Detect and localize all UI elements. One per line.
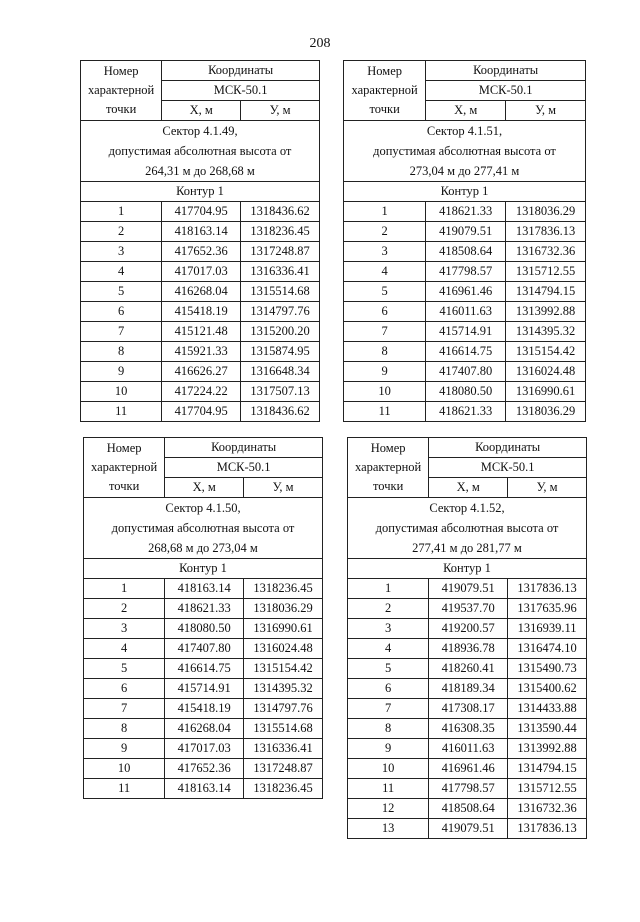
coordinate-y: 1317836.13	[508, 579, 587, 599]
point-number: 5	[348, 659, 429, 679]
table-row	[344, 242, 586, 262]
point-number: 8	[344, 342, 426, 362]
coordinate-y: 1318036.29	[506, 202, 586, 222]
page-number: 208	[309, 36, 331, 51]
coordinate-y: 1318236.45	[244, 579, 323, 599]
coordinate-x: 418080.50	[165, 619, 244, 639]
coordinate-y: 1316024.48	[244, 639, 323, 659]
sector-description	[84, 498, 323, 559]
point-number: 2	[344, 222, 426, 242]
coordinate-x: 419079.51	[429, 819, 508, 839]
coordinate-y: 1316990.61	[506, 382, 586, 402]
coordinate-y: 1317836.13	[506, 222, 586, 242]
coordinate-x: 416961.46	[429, 759, 508, 779]
point-number: 5	[84, 659, 165, 679]
coordinate-x: 417017.03	[162, 262, 241, 282]
sector-height-range: 273,04 м до 277,41 м	[409, 164, 520, 178]
header-number-line3: точки	[108, 479, 140, 493]
coordinate-x: 416268.04	[162, 282, 241, 302]
coordinate-y: 1315154.42	[244, 659, 323, 679]
contour-label: Контур 1	[344, 182, 586, 202]
coordinate-table	[83, 437, 323, 799]
coordinate-table	[347, 437, 587, 839]
coordinate-x: 416626.27	[162, 362, 241, 382]
table-row	[348, 679, 587, 699]
table-row	[81, 322, 320, 342]
point-number: 4	[81, 262, 162, 282]
coordinate-y: 1315154.42	[506, 342, 586, 362]
column-header-coordinates: Координаты	[426, 61, 586, 81]
coordinate-x: 418621.33	[426, 402, 506, 422]
coordinate-x: 418163.14	[165, 579, 244, 599]
coordinate-y: 1313992.88	[508, 739, 587, 759]
column-header-number	[84, 438, 165, 498]
header-number-line1: Номер	[370, 441, 406, 455]
point-number: 2	[81, 222, 162, 242]
point-number: 4	[348, 639, 429, 659]
coordinate-x: 416268.04	[165, 719, 244, 739]
coordinate-x: 418163.14	[165, 779, 244, 799]
table-row	[81, 402, 320, 422]
coordinate-y: 1316732.36	[508, 799, 587, 819]
coordinate-x: 418936.78	[429, 639, 508, 659]
coordinate-x: 419079.51	[429, 579, 508, 599]
coordinate-y: 1316336.41	[241, 262, 320, 282]
point-number: 6	[81, 302, 162, 322]
coordinate-x: 415418.19	[165, 699, 244, 719]
point-number: 1	[344, 202, 426, 222]
header-number-line2: характерной	[91, 460, 158, 474]
coordinate-y: 1317507.13	[241, 382, 320, 402]
column-header-coordinates: Координаты	[162, 61, 320, 81]
table-row	[81, 242, 320, 262]
table-row	[84, 739, 323, 759]
table-row	[81, 382, 320, 402]
coordinate-y: 1316336.41	[244, 739, 323, 759]
column-header-number	[348, 438, 429, 498]
point-number: 4	[344, 262, 426, 282]
coordinate-y: 1318036.29	[244, 599, 323, 619]
point-number: 8	[81, 342, 162, 362]
coordinate-y: 1315490.73	[508, 659, 587, 679]
point-number: 9	[344, 362, 426, 382]
coordinate-x: 416614.75	[165, 659, 244, 679]
point-number: 11	[81, 402, 162, 422]
point-number: 6	[348, 679, 429, 699]
point-number: 3	[84, 619, 165, 639]
point-number: 10	[84, 759, 165, 779]
header-number-line3: точки	[369, 102, 400, 116]
coordinate-x: 418163.14	[162, 222, 241, 242]
coordinate-y: 1315514.68	[244, 719, 323, 739]
table-row	[348, 779, 587, 799]
point-number: 8	[84, 719, 165, 739]
column-header-system: МСК-50.1	[426, 81, 586, 101]
column-header-system: МСК-50.1	[165, 458, 323, 478]
coordinate-y: 1314433.88	[508, 699, 587, 719]
table-row	[84, 619, 323, 639]
point-number: 2	[84, 599, 165, 619]
point-number: 7	[81, 322, 162, 342]
coordinate-x: 418508.64	[426, 242, 506, 262]
point-number: 9	[81, 362, 162, 382]
coordinate-y: 1314794.15	[508, 759, 587, 779]
coordinate-y: 1314794.15	[506, 282, 586, 302]
point-number: 1	[81, 202, 162, 222]
sector-height-range: 268,68 м до 273,04 м	[148, 541, 258, 555]
coordinate-y: 1314395.32	[244, 679, 323, 699]
coordinate-y: 1313590.44	[508, 719, 587, 739]
coordinate-x: 416308.35	[429, 719, 508, 739]
coordinate-x: 417798.57	[429, 779, 508, 799]
sector-description	[344, 121, 586, 182]
point-number: 11	[348, 779, 429, 799]
point-number: 3	[81, 242, 162, 262]
coordinate-y: 1316990.61	[244, 619, 323, 639]
header-number-line1: Номер	[106, 441, 142, 455]
table-row	[84, 579, 323, 599]
header-number-line3: точки	[372, 479, 404, 493]
column-header-y: У, м	[508, 478, 587, 498]
point-number: 8	[348, 719, 429, 739]
point-number: 11	[344, 402, 426, 422]
coordinate-x: 417652.36	[162, 242, 241, 262]
column-header-system: МСК-50.1	[429, 458, 587, 478]
column-header-coordinates: Координаты	[165, 438, 323, 458]
coordinate-y: 1317836.13	[508, 819, 587, 839]
table-row	[348, 699, 587, 719]
coordinate-y: 1317248.87	[241, 242, 320, 262]
coordinate-x: 418621.33	[165, 599, 244, 619]
sector-height-label: допустимая абсолютная высота от	[375, 521, 559, 535]
point-number: 2	[348, 599, 429, 619]
sector-height-range: 264,31 м до 268,68 м	[145, 164, 255, 178]
table-row	[84, 639, 323, 659]
column-header-y: У, м	[244, 478, 323, 498]
table-row	[348, 759, 587, 779]
point-number: 6	[344, 302, 426, 322]
table-row	[84, 699, 323, 719]
table-row	[81, 342, 320, 362]
sector-height-label: допустимая абсолютная высота от	[373, 144, 556, 158]
header-number-line1: Номер	[367, 64, 402, 78]
coordinate-y: 1316474.10	[508, 639, 587, 659]
coordinate-x: 416011.63	[426, 302, 506, 322]
coordinate-y: 1315712.55	[506, 262, 586, 282]
coordinate-x: 415714.91	[426, 322, 506, 342]
sector-description	[81, 121, 320, 182]
point-number: 7	[84, 699, 165, 719]
table-row	[344, 262, 586, 282]
coordinate-x: 418508.64	[429, 799, 508, 819]
coordinate-x: 417407.80	[426, 362, 506, 382]
coordinate-y: 1315514.68	[241, 282, 320, 302]
coordinate-y: 1316024.48	[506, 362, 586, 382]
coordinate-x: 419079.51	[426, 222, 506, 242]
table-row	[344, 342, 586, 362]
table-row	[84, 759, 323, 779]
point-number: 6	[84, 679, 165, 699]
coordinate-x: 415921.33	[162, 342, 241, 362]
header-number-line2: характерной	[88, 83, 155, 97]
coordinate-y: 1314395.32	[506, 322, 586, 342]
coordinate-x: 416614.75	[426, 342, 506, 362]
column-header-number	[344, 61, 426, 121]
sector-title: Сектор 4.1.50,	[165, 501, 241, 515]
table-row	[344, 302, 586, 322]
point-number: 9	[84, 739, 165, 759]
coordinate-x: 417224.22	[162, 382, 241, 402]
column-header-y: У, м	[241, 101, 320, 121]
header-number-line3: точки	[105, 102, 137, 116]
coordinate-y: 1318436.62	[241, 402, 320, 422]
coordinate-y: 1318036.29	[506, 402, 586, 422]
column-header-number	[81, 61, 162, 121]
table-row	[84, 719, 323, 739]
coordinate-y: 1316732.36	[506, 242, 586, 262]
table-row	[348, 599, 587, 619]
point-number: 4	[84, 639, 165, 659]
coordinate-y: 1318436.62	[241, 202, 320, 222]
table-row	[348, 819, 587, 839]
coordinate-x: 418260.41	[429, 659, 508, 679]
contour-label: Контур 1	[81, 182, 320, 202]
point-number: 1	[348, 579, 429, 599]
table-row	[348, 639, 587, 659]
point-number: 7	[344, 322, 426, 342]
contour-label: Контур 1	[84, 559, 323, 579]
coordinate-x: 417652.36	[165, 759, 244, 779]
coordinate-x: 417704.95	[162, 202, 241, 222]
column-header-x: Х, м	[429, 478, 508, 498]
column-header-x: Х, м	[165, 478, 244, 498]
coordinate-y: 1314797.76	[241, 302, 320, 322]
point-number: 7	[348, 699, 429, 719]
point-number: 10	[348, 759, 429, 779]
coordinate-x: 417798.57	[426, 262, 506, 282]
table-row	[81, 362, 320, 382]
table-row	[81, 262, 320, 282]
coordinate-y: 1315200.20	[241, 322, 320, 342]
table-row	[84, 599, 323, 619]
table-row	[81, 282, 320, 302]
point-number: 5	[344, 282, 426, 302]
coordinate-x: 419537.70	[429, 599, 508, 619]
coordinate-x: 415121.48	[162, 322, 241, 342]
column-header-x: Х, м	[426, 101, 506, 121]
coordinate-x: 417017.03	[165, 739, 244, 759]
sector-title: Сектор 4.1.49,	[162, 124, 238, 138]
table-row	[348, 619, 587, 639]
coordinate-table	[343, 60, 586, 422]
table-row	[344, 402, 586, 422]
coordinate-y: 1314797.76	[244, 699, 323, 719]
table-row	[84, 779, 323, 799]
coordinate-y: 1313992.88	[506, 302, 586, 322]
coordinate-x: 418080.50	[426, 382, 506, 402]
sector-height-label: допустимая абсолютная высота от	[111, 521, 295, 535]
table-row	[348, 799, 587, 819]
coordinate-x: 416961.46	[426, 282, 506, 302]
point-number: 11	[84, 779, 165, 799]
sector-description	[348, 498, 587, 559]
column-header-y: У, м	[506, 101, 586, 121]
column-header-coordinates: Координаты	[429, 438, 587, 458]
sector-title: Сектор 4.1.51,	[426, 124, 503, 138]
column-header-system: МСК-50.1	[162, 81, 320, 101]
table-row	[81, 222, 320, 242]
table-row	[81, 202, 320, 222]
coordinate-table	[80, 60, 320, 422]
coordinate-y: 1316939.11	[508, 619, 587, 639]
coordinate-y: 1315712.55	[508, 779, 587, 799]
point-number: 10	[81, 382, 162, 402]
table-row	[344, 382, 586, 402]
coordinate-y: 1317635.96	[508, 599, 587, 619]
point-number: 3	[344, 242, 426, 262]
point-number: 3	[348, 619, 429, 639]
coordinate-x: 416011.63	[429, 739, 508, 759]
sector-height-range: 277,41 м до 281,77 м	[412, 541, 522, 555]
point-number: 5	[81, 282, 162, 302]
coordinate-x: 418189.34	[429, 679, 508, 699]
table-row	[344, 202, 586, 222]
table-row	[344, 322, 586, 342]
coordinate-x: 417704.95	[162, 402, 241, 422]
coordinate-x: 418621.33	[426, 202, 506, 222]
sector-title: Сектор 4.1.52,	[429, 501, 505, 515]
table-row	[348, 719, 587, 739]
contour-label: Контур 1	[348, 559, 587, 579]
table-row	[344, 282, 586, 302]
table-row	[348, 659, 587, 679]
coordinate-x: 417308.17	[429, 699, 508, 719]
coordinate-y: 1318236.45	[241, 222, 320, 242]
coordinate-x: 417407.80	[165, 639, 244, 659]
table-row	[84, 679, 323, 699]
column-header-x: Х, м	[162, 101, 241, 121]
header-number-line2: характерной	[355, 460, 422, 474]
coordinate-y: 1316648.34	[241, 362, 320, 382]
coordinate-x: 419200.57	[429, 619, 508, 639]
coordinate-y: 1317248.87	[244, 759, 323, 779]
coordinate-y: 1318236.45	[244, 779, 323, 799]
table-row	[84, 659, 323, 679]
point-number: 12	[348, 799, 429, 819]
table-row	[348, 739, 587, 759]
sector-height-label: допустимая абсолютная высота от	[108, 144, 292, 158]
header-number-line1: Номер	[103, 64, 139, 78]
point-number: 10	[344, 382, 426, 402]
table-row	[344, 362, 586, 382]
table-row	[348, 579, 587, 599]
coordinate-x: 415418.19	[162, 302, 241, 322]
point-number: 9	[348, 739, 429, 759]
coordinate-y: 1315874.95	[241, 342, 320, 362]
point-number: 1	[84, 579, 165, 599]
header-number-line2: характерной	[351, 83, 418, 97]
point-number: 13	[348, 819, 429, 839]
table-row	[81, 302, 320, 322]
coordinate-y: 1315400.62	[508, 679, 587, 699]
coordinate-x: 415714.91	[165, 679, 244, 699]
table-row	[344, 222, 586, 242]
